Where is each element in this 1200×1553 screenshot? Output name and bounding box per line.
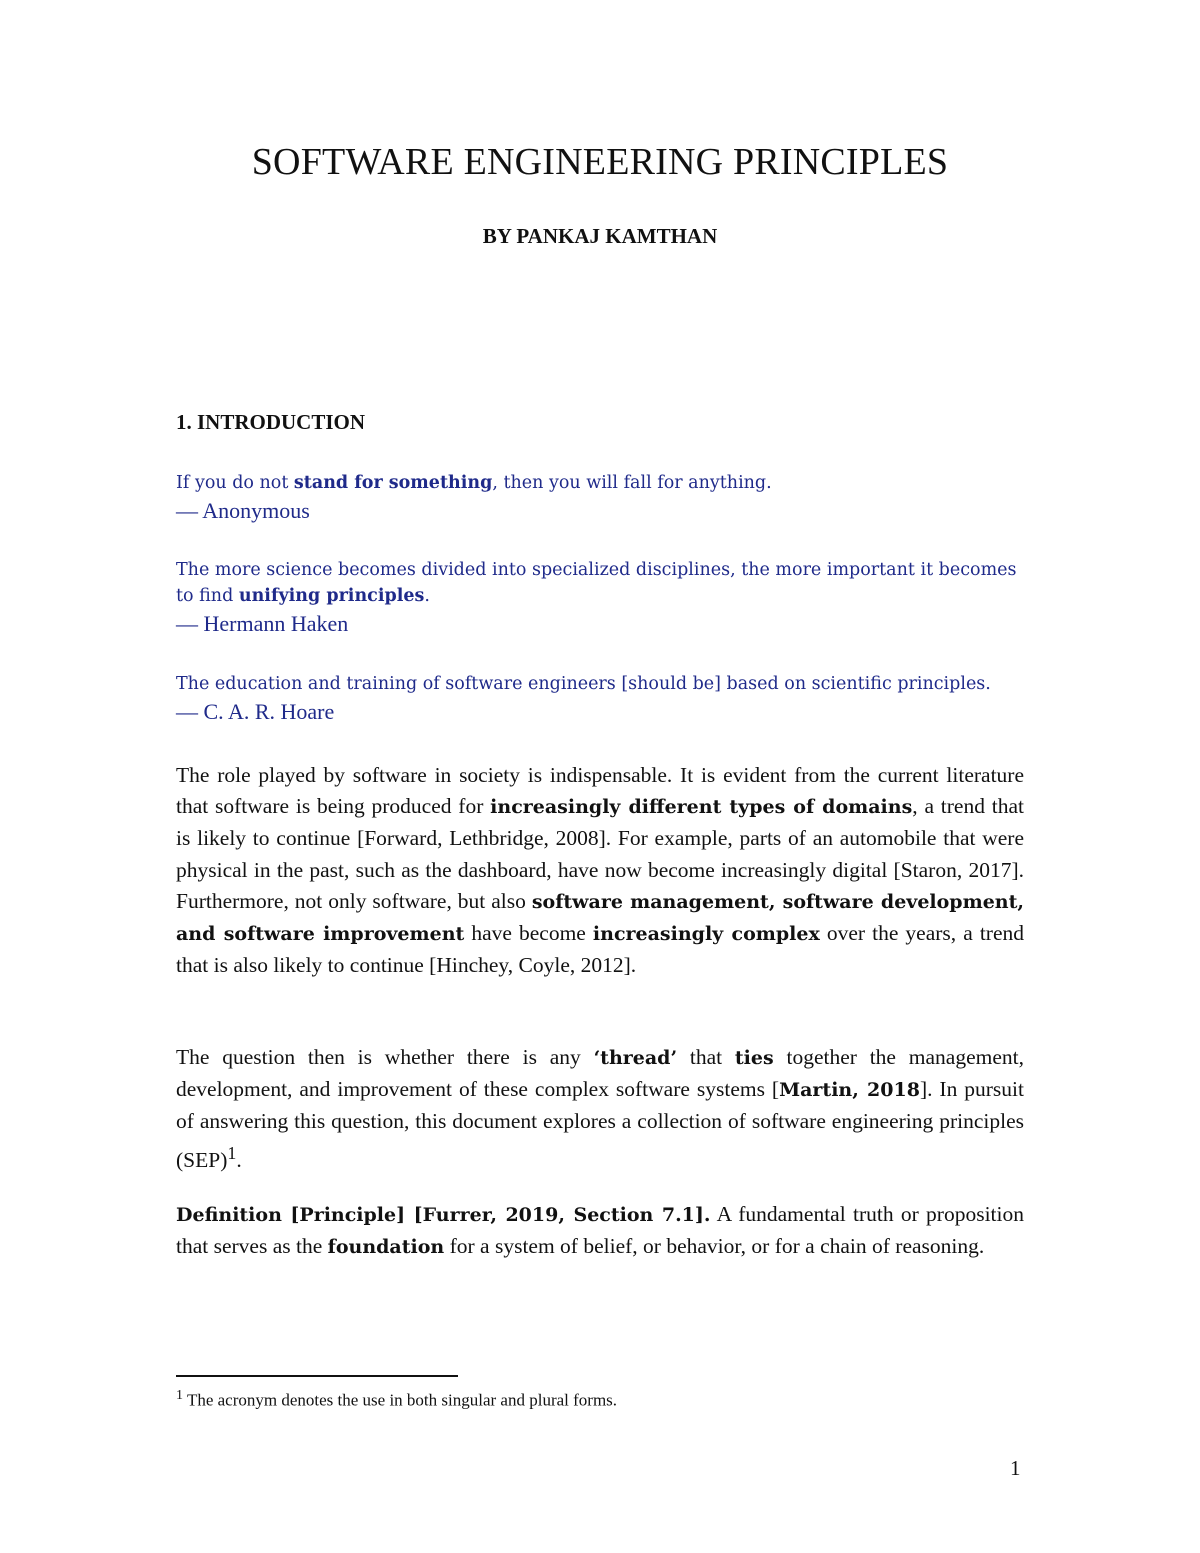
page-number: 1 [1010, 1456, 1021, 1480]
epigraph-quote [176, 470, 1026, 526]
paragraph-emphasis: increasingly complex [592, 923, 820, 946]
paragraph-text: A fundamental truth or proposition that serves as the [176, 1202, 1024, 1259]
quote-text [176, 470, 1026, 496]
quote-text-part: The education and training of software engineers [should be] based on scientific principles. [176, 674, 991, 694]
paragraph-emphasis: ties [734, 1047, 774, 1069]
epigraph-quote [176, 557, 1026, 639]
paragraph-text: for a system of belief, or behavior, or for a chain of reasoning. [444, 1234, 985, 1259]
section-heading: 1. INTRODUCTION [176, 410, 366, 434]
quote-author: — C. A. R. Hoare [176, 699, 335, 724]
paragraph-text: The question then is whether there is any [176, 1045, 594, 1069]
document-title: SOFTWARE ENGINEERING PRINCIPLES [251, 141, 949, 183]
definition-paragraph [176, 1199, 1024, 1263]
quote-emphasis: unifying principles [238, 586, 425, 606]
quote-author: — Hermann Haken [176, 611, 349, 636]
quote-text [176, 671, 1026, 697]
paragraph-text: over the years, a trend that is also likely to continue [Hinchey, Coyle, 2012]. [176, 921, 1024, 978]
quote-author: — Anonymous [176, 498, 310, 523]
paragraph-text: have become [464, 921, 593, 946]
quote-text [176, 557, 1026, 609]
footnote [176, 1388, 617, 1411]
paragraph-text: ]. In pursuit of answering this question, this document explores a collection of software engineering principles (SEP) [176, 1077, 1025, 1172]
quote-text-part: . [424, 586, 430, 606]
footnote-marker: 1 [176, 1388, 183, 1403]
paragraph-emphasis: software management, software development, and software improvement [176, 890, 1024, 946]
quote-text-part: The more science becomes divided into specialized disciplines, the more important it becomes to find [176, 560, 1017, 606]
quote-emphasis: stand for something [293, 473, 493, 493]
epigraph-quote [176, 671, 1026, 727]
quote-text-part: If you do not [176, 473, 294, 493]
footnote-text: The acronym denotes the use in both singular and plural forms. [183, 1390, 618, 1410]
paragraph-emphasis: Martin, 2018 [779, 1079, 920, 1102]
body-paragraph [176, 760, 1024, 981]
paragraph-emphasis: increasingly different types of domains [490, 796, 913, 819]
paragraph-text: , a trend that is likely to continue [Forward, Lethbridge, 2008]. For example, parts of an automobile that were physical in the past, such as the dashboard, have now become increasingly digital [Staron, 2017]. Furthermore, not only software, but also [176, 794, 1024, 913]
paragraph-text: . [236, 1147, 242, 1172]
footnote-reference[interactable]: 1 [227, 1142, 237, 1163]
footnote-divider [176, 1375, 458, 1377]
paragraph-text: The role played by software in society is indispensable. It is evident from the current literature that software is being produced for [176, 763, 1024, 819]
quote-text-part: , then you will fall for anything. [492, 473, 772, 493]
paragraph-emphasis: ‘thread’ [593, 1047, 678, 1069]
paragraph-text: that [677, 1045, 735, 1069]
document-byline: BY PANKAJ KAMTHAN [482, 224, 718, 248]
body-paragraph [176, 1042, 1024, 1176]
paragraph-emphasis: foundation [327, 1236, 445, 1259]
definition-label: Definition [Principle] [Furrer, 2019, Section 7.1]. [176, 1204, 711, 1226]
paragraph-text: together the management, development, and improvement of these complex software systems [ [176, 1045, 1024, 1102]
